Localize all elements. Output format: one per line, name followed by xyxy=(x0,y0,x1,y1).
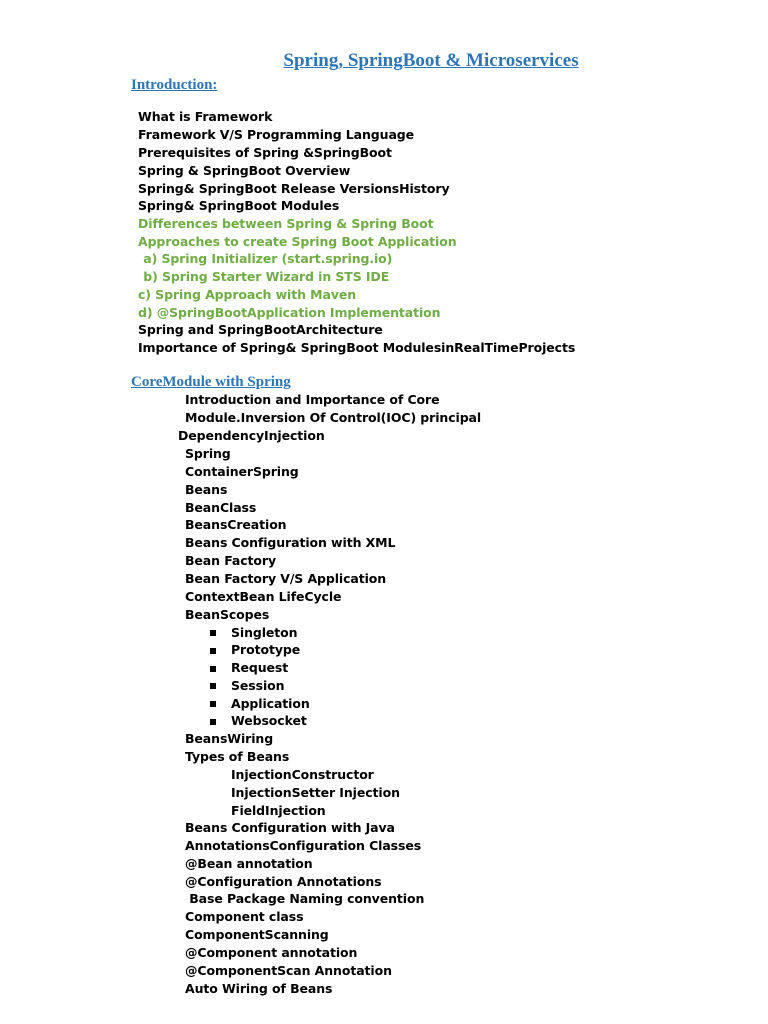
list-item: Base Package Naming convention xyxy=(185,891,425,906)
scope-item: Prototype xyxy=(231,642,301,657)
list-item: Differences between Spring & Spring Boot xyxy=(138,216,434,231)
bullet-marker xyxy=(210,666,216,672)
list-item: Spring& SpringBoot Release VersionsHistory xyxy=(138,181,450,196)
scope-item: Websocket xyxy=(231,713,307,728)
list-item: BeanScopes xyxy=(185,607,270,622)
list-item: Prerequisites of Spring &SpringBoot xyxy=(138,145,392,160)
bullet-marker xyxy=(210,719,216,725)
scope-item: Request xyxy=(231,660,289,675)
injection-item: InjectionSetter Injection xyxy=(231,785,400,800)
document-title: Spring, SpringBoot & Microservices xyxy=(283,50,579,71)
bullet-marker xyxy=(210,701,216,707)
list-item: Spring & SpringBoot Overview xyxy=(138,163,351,178)
list-item: Approaches to create Spring Boot Application xyxy=(138,234,457,249)
bullet-marker xyxy=(210,630,216,636)
list-item: @Configuration Annotations xyxy=(185,874,382,889)
bullet-marker xyxy=(210,648,216,654)
list-item: Beans Configuration with Java xyxy=(185,820,395,835)
scope-item: Singleton xyxy=(231,625,298,640)
list-item: AnnotationsConfiguration Classes xyxy=(185,838,422,853)
list-item: Bean Factory xyxy=(185,553,277,568)
list-item: Beans xyxy=(185,482,228,497)
list-item: Spring xyxy=(185,446,231,461)
bullet-marker xyxy=(210,683,216,689)
list-item: b) Spring Starter Wizard in STS IDE xyxy=(139,269,390,284)
list-item: DependencyInjection xyxy=(178,428,325,443)
list-item: Component class xyxy=(185,909,304,924)
list-item: Framework V/S Programming Language xyxy=(138,127,415,142)
list-item: Spring and SpringBootArchitecture xyxy=(138,322,383,337)
list-item: ContextBean LifeCycle xyxy=(185,589,342,604)
list-item: Auto Wiring of Beans xyxy=(185,981,333,996)
list-item: Beans Configuration with XML xyxy=(185,535,396,550)
list-item: a) Spring Initializer (start.spring.io) xyxy=(139,251,393,266)
list-item: c) Spring Approach with Maven xyxy=(138,287,357,302)
list-item: d) @SpringBootApplication Implementation xyxy=(138,305,441,320)
scope-item: Session xyxy=(231,678,285,693)
list-item: @Bean annotation xyxy=(185,856,313,871)
list-item: BeanClass xyxy=(185,500,257,515)
section-heading-core-module: CoreModule with Spring xyxy=(131,374,291,390)
injection-item: FieldInjection xyxy=(231,803,326,818)
injection-item: InjectionConstructor xyxy=(231,767,374,782)
scope-item: Application xyxy=(231,696,310,711)
list-item: BeansWiring xyxy=(185,731,274,746)
list-item: BeansCreation xyxy=(185,517,287,532)
list-item: @ComponentScan Annotation xyxy=(185,963,392,978)
list-item: Importance of Spring& SpringBoot ModulesinRealTimeProjects xyxy=(138,340,576,355)
list-item: ComponentScanning xyxy=(185,927,329,942)
list-item: Spring& SpringBoot Modules xyxy=(138,198,340,213)
list-item: Types of Beans xyxy=(185,749,290,764)
section-heading-introduction: Introduction: xyxy=(131,77,218,93)
list-item: Introduction and Importance of Core xyxy=(185,392,440,407)
list-item: @Component annotation xyxy=(185,945,358,960)
list-item: ContainerSpring xyxy=(185,464,299,479)
list-item: Bean Factory V/S Application xyxy=(185,571,387,586)
list-item: What is Framework xyxy=(138,109,273,124)
list-item: Module.Inversion Of Control(IOC) principal xyxy=(185,410,482,425)
